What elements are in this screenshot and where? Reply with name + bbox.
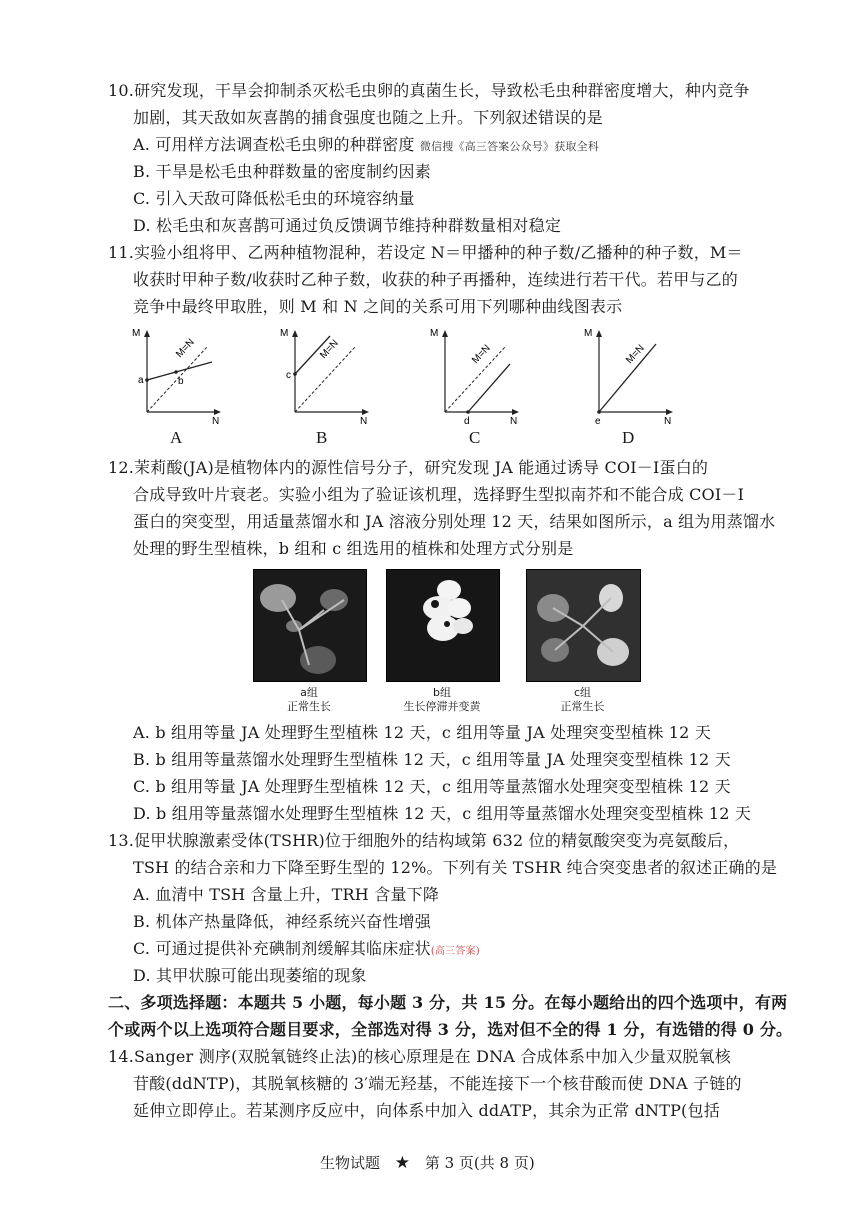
photo-group-b <box>386 569 500 682</box>
graph-c-point-d: d <box>464 416 470 427</box>
plant-a-image <box>254 570 366 681</box>
q11-graphs <box>120 322 760 432</box>
q12-stem-2: 合成导致叶片衰老。实验小组为了验证该机理，选择野生型拟南芥和不能合成 COI－Ⅰ <box>133 485 745 504</box>
q11-stem-3: 竞争中最终甲取胜，则 M 和 N 之间的关系可用下列哪种曲线图表示 <box>133 297 623 316</box>
q12-option-d: D. b 组用等量蒸馏水处理野生型植株 12 天，c 组用等量蒸馏水处理突变型植株 12 天 <box>133 804 752 823</box>
q14-stem-2: 苷酸(ddNTP)，其脱氧核糖的 3′端无羟基，不能连接下一个核苷酸而使 DNA 子链的 <box>133 1074 742 1093</box>
graph-a-diag-label: M=N <box>174 336 197 361</box>
caption-a-group: a组 <box>300 686 318 699</box>
q13-stem-2: TSH 的结合亲和力下降至野生型的 12%。下列有关 TSHR 纯合突变患者的叙述正确的是 <box>133 858 778 877</box>
section-2-heading-1: 二、多项选择题：本题共 5 小题，每小题 3 分，共 15 分。在每小题给出的四个选项中，有两 <box>108 993 788 1012</box>
q13-option-d: D. 其甲状腺可能出现萎缩的现象 <box>133 966 367 985</box>
graph-d <box>584 328 673 427</box>
graph-c-xlabel: N <box>510 416 518 427</box>
graph-b-label: B <box>316 428 328 447</box>
caption-group-b <box>386 686 498 714</box>
q11-stem-1: 11.实验小组将甲、乙两种植物混种，若设定 N＝甲播种的种子数/乙播种的种子数，M＝ <box>108 243 743 262</box>
q10-stem-2: 加剧，其天敌如灰喜鹊的捕食强度也随之上升。下列叙述错误的是 <box>133 108 603 127</box>
graph-a <box>132 328 221 427</box>
q13-stem-1: 13.促甲状腺激素受体(TSHR)位于细胞外的结构域第 632 位的精氨酸突变为亮氨酸后， <box>108 831 740 850</box>
graph-c-diag-label: M=N <box>470 342 493 367</box>
graph-c-label: C <box>469 428 481 447</box>
graph-b-diag-label: M=N <box>318 337 341 362</box>
graph-d-diag-label: M=N <box>624 342 647 367</box>
graph-d-ylabel: M <box>584 328 593 339</box>
caption-group-a <box>253 686 365 714</box>
q10-option-a <box>133 134 599 158</box>
graph-b-point-c: c <box>286 370 291 381</box>
plant-c-image <box>527 570 640 681</box>
graph-d-xlabel: N <box>664 416 672 427</box>
q13-option-b: B. 机体产热量降低，神经系统兴奋性增强 <box>133 912 431 931</box>
q12-option-c: C. b 组用等量 JA 处理野生型植株 12 天，c 组用等量蒸馏水处理突变型植株 12 天 <box>133 777 731 796</box>
footer-page-number: 第 3 页(共 8 页) <box>424 1154 535 1172</box>
q12-stem-3: 蛋白的突变型，用适量蒸馏水和 JA 溶液分别处理 12 天，结果如图所示，a 组为用蒸馏水 <box>133 512 776 531</box>
q14-stem-3: 延伸立即停止。若某测序反应中，向体系中加入 ddATP，其余为正常 dNTP(包括 <box>133 1101 720 1120</box>
footer-subject: 生物试题 <box>320 1154 381 1172</box>
photo-group-c <box>526 569 641 682</box>
q11-stem-2: 收获时甲种子数/收获时乙种子数，收获的种子再播种，连续进行若干代。若甲与乙的 <box>133 270 738 289</box>
photo-group-a <box>253 569 367 682</box>
q12-stem-1: 12.茉莉酸(JA)是植物体内的源性信号分子，研究发现 JA 能通过诱导 COI－Ⅰ蛋白的 <box>108 458 709 477</box>
q13-option-a: A. 血清中 TSH 含量上升，TRH 含量下降 <box>133 885 440 904</box>
graph-b <box>280 328 369 427</box>
caption-b-group: b组 <box>433 686 451 699</box>
q10-option-c: C. 引入天敌可降低松毛虫的环境容纳量 <box>133 189 415 208</box>
graph-a-xlabel: N <box>212 416 220 427</box>
plant-b-image <box>387 570 499 681</box>
graph-b-ylabel: M <box>280 328 289 339</box>
q14-stem-1: 14.Sanger 测序(双脱氧链终止法)的核心原理是在 DNA 合成体系中加入少量双脱氧核 <box>108 1047 731 1066</box>
section-2-heading-2: 个或两个以上选项符合题目要求，全部选对得 3 分，选对但不全的得 1 分，有选错的得 0 分。 <box>108 1020 793 1039</box>
watermark-red: (高三答案) <box>430 946 480 957</box>
q12-stem-4: 处理的野生型植株，b 组和 c 组选用的植株和处理方式分别是 <box>133 539 574 558</box>
graph-b-xlabel: N <box>360 416 368 427</box>
q10-option-d: D. 松毛虫和灰喜鹊可通过负反馈调节维持种群数量相对稳定 <box>133 216 562 235</box>
q13-option-c-text: C. 可通过提供补充碘制剂缓解其临床症状 <box>133 939 431 958</box>
caption-group-c <box>526 686 639 714</box>
q10-option-a-text: A. 可用样方法调查松毛虫卵的种群密度 <box>133 135 415 154</box>
q12-option-a: A. b 组用等量 JA 处理野生型植株 12 天，c 组用等量 JA 处理突变型植株 12 天 <box>133 723 712 742</box>
graph-a-ylabel: M <box>132 328 141 339</box>
graph-a-point-a: a <box>138 375 144 386</box>
page-footer <box>320 1152 535 1173</box>
q13-option-c <box>133 938 480 963</box>
graph-a-point-b: b <box>178 376 184 387</box>
graph-d-label: D <box>622 428 635 447</box>
watermark-text: 微信搜《高三答案公众号》获取全科 <box>419 140 600 153</box>
caption-c-group: c组 <box>573 686 592 699</box>
star-icon: ★ <box>394 1153 411 1173</box>
graph-c-ylabel: M <box>430 328 439 339</box>
caption-b-desc: 生长停滞并变黄 <box>403 700 481 713</box>
graph-c <box>430 328 519 427</box>
q12-option-b: B. b 组用等量蒸馏水处理野生型植株 12 天，c 组用等量 JA 处理突变型植株 12 天 <box>133 750 731 769</box>
caption-a-desc: 正常生长 <box>287 700 331 713</box>
graph-d-point-e: e <box>595 416 601 427</box>
caption-c-desc: 正常生长 <box>560 700 605 713</box>
q10-option-b: B. 干旱是松毛虫种群数量的密度制约因素 <box>133 162 431 181</box>
graph-a-label: A <box>170 428 183 447</box>
q10-stem-1: 10.研究发现，干旱会抑制杀灭松毛虫卵的真菌生长，导致松毛虫种群密度增大，种内竞争 <box>108 81 750 100</box>
